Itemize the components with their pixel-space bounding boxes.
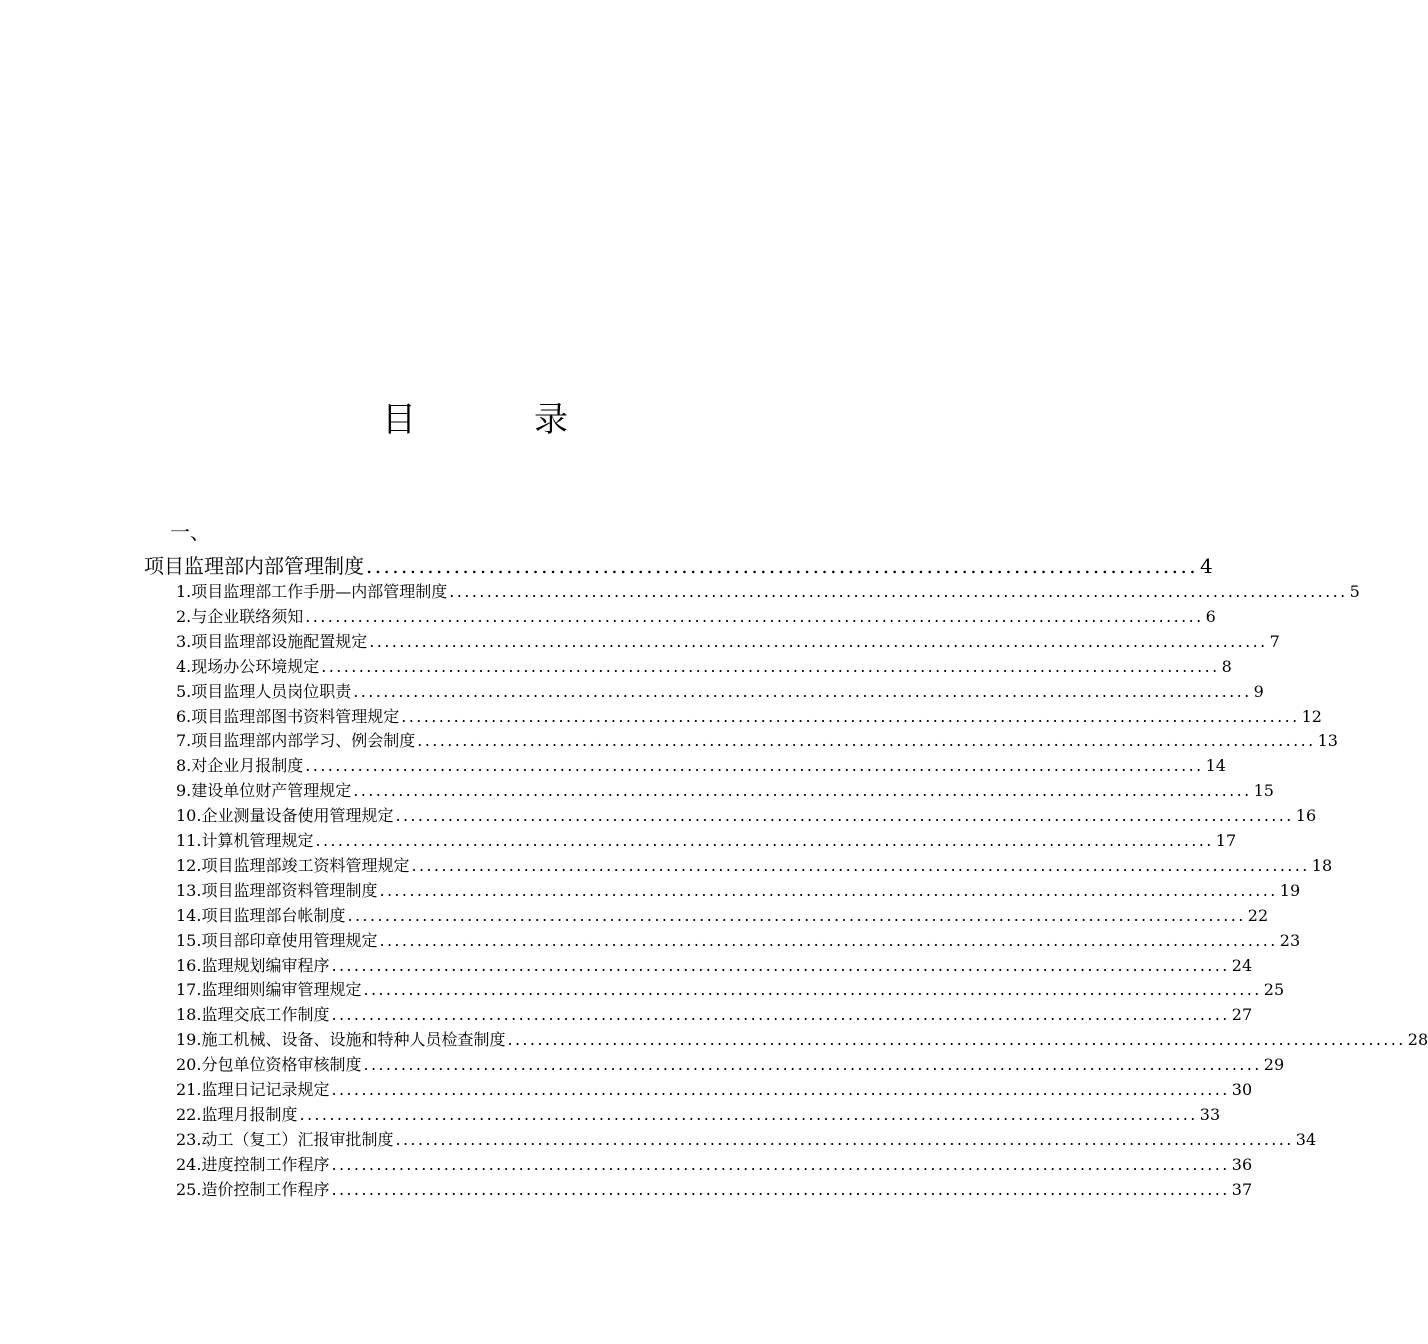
toc-entry-label: 18.监理交底工作制度	[176, 1005, 330, 1025]
page-title: 目 录	[382, 400, 610, 440]
toc-entry[interactable]	[176, 1078, 1253, 1102]
toc-page-number: 17	[1215, 831, 1237, 850]
toc-page-number: 34	[1295, 1129, 1317, 1149]
toc-entry[interactable]	[176, 829, 1237, 853]
toc-entry[interactable]	[176, 580, 1360, 604]
toc-page-number: 37	[1231, 1179, 1253, 1199]
toc-entry-label: 13.项目监理部资料管理制度	[176, 880, 378, 900]
toc-leader-dots: ........................................................................................................................	[449, 582, 1348, 601]
toc-page-number: 27	[1231, 1005, 1253, 1025]
toc-entry-label: 20.分包单位资格审核制度	[176, 1055, 362, 1075]
toc-entry-label: 2.与企业联络须知	[176, 606, 304, 626]
toc-entry-label: 3.项目监理部设施配置规定	[176, 631, 368, 651]
toc-entry[interactable]	[176, 804, 1317, 828]
toc-leader-dots: ........................................................................................................................	[347, 905, 1246, 925]
toc-page-number: 16	[1295, 806, 1317, 826]
toc-page-number: 33	[1199, 1104, 1221, 1124]
toc-entry[interactable]	[176, 854, 1333, 878]
toc-page-number: 36	[1231, 1154, 1253, 1174]
toc-entry[interactable]	[176, 1178, 1253, 1202]
toc-leader-dots: ........................................................................................................................	[305, 606, 1204, 626]
toc-entry-label: 22.监理月报制度	[176, 1104, 298, 1124]
toc-leader-dots: ........................................................................................................................	[401, 706, 1300, 726]
toc-leader-dots: ........................................................................................................................	[507, 1030, 1406, 1050]
toc-leader-dots: ........................................................................................................................	[411, 855, 1310, 875]
toc-page-number: 6	[1205, 606, 1216, 626]
toc-leader-dots: ........................................................................................................................	[417, 731, 1316, 751]
toc-entry[interactable]	[176, 1028, 1428, 1052]
toc-entry[interactable]	[176, 879, 1301, 903]
toc-page-number: 15	[1253, 781, 1274, 801]
toc-leader-dots: ........................................................................................................................	[395, 1129, 1294, 1149]
toc-page-number: 19	[1279, 880, 1301, 900]
toc-leader-dots: ........................................................................................................................	[331, 955, 1230, 975]
toc-page-number: 28	[1407, 1030, 1428, 1050]
toc-entry[interactable]	[176, 680, 1264, 704]
toc-page-number: 12	[1301, 706, 1322, 726]
toc-leader-dots: ........................................................................................................................	[321, 656, 1220, 676]
toc-entry-label: 19.施工机械、设备、设施和特种人员检查制度	[176, 1030, 506, 1050]
toc-entry-label: 14.项目监理部台帐制度	[176, 905, 346, 925]
toc-page-number: 30	[1231, 1080, 1253, 1099]
toc-entry-label: 5.项目监理人员岗位职责	[176, 681, 352, 701]
toc-entry-label: 10.企业测量设备使用管理规定	[176, 806, 394, 826]
toc-entry[interactable]	[176, 630, 1280, 654]
toc-entry-label: 24.进度控制工作程序	[176, 1154, 330, 1174]
toc-leader-dots: ........................................................................................................................	[331, 1080, 1230, 1099]
toc-entry[interactable]	[176, 1128, 1317, 1152]
toc-leader-dots: ........................................................................................................................	[331, 1154, 1230, 1174]
toc-page-number: 14	[1205, 756, 1226, 776]
toc-page-number: 29	[1263, 1055, 1285, 1075]
toc-leader-dots: ........................................................................................................................	[331, 1005, 1230, 1025]
toc-leader-dots: ........................................................................................................................	[315, 831, 1214, 850]
toc-page-number: 4	[1199, 554, 1213, 578]
toc-leader-dots: ........................................................................................................................	[353, 781, 1252, 801]
toc-page-number: 18	[1311, 855, 1333, 875]
toc-leader-dots: ........................................................................................................................	[299, 1104, 1198, 1124]
toc-page-number: 8	[1221, 656, 1232, 676]
toc-page-number: 7	[1269, 631, 1280, 651]
toc-page-number: 22	[1247, 905, 1269, 925]
toc-leader-dots: ...............................................................................................	[366, 554, 1198, 578]
toc-page-number: 24	[1231, 955, 1253, 975]
toc-entry-label: 21.监理日记记录规定	[176, 1080, 330, 1099]
toc-entry-label: 1.项目监理部工作手册—内部管理制度	[176, 582, 448, 601]
toc-entry-label: 12.项目监理部竣工资料管理规定	[176, 855, 410, 875]
toc-entry[interactable]	[176, 954, 1253, 978]
toc-entry-label: 4.现场办公环境规定	[176, 656, 320, 676]
toc-page-number: 13	[1317, 731, 1338, 751]
toc-entry-label: 9.建设单位财产管理规定	[176, 781, 352, 801]
toc-leader-dots: ........................................................................................................................	[331, 1179, 1230, 1199]
toc-entry-label: 15.项目部印章使用管理规定	[176, 930, 378, 950]
toc-entry[interactable]	[176, 904, 1269, 928]
toc-entry[interactable]	[176, 729, 1338, 753]
toc-entry-label: 17.监理细则编审管理规定	[176, 980, 362, 1000]
toc-entry-label: 23.动工（复工）汇报审批制度	[176, 1129, 394, 1149]
section-number: 一、	[170, 520, 210, 544]
toc-leader-dots: ........................................................................................................................	[379, 930, 1278, 950]
toc-entry[interactable]	[176, 1053, 1285, 1077]
toc-leader-dots: ........................................................................................................................	[305, 756, 1204, 776]
toc-entry[interactable]	[176, 779, 1274, 803]
toc-entry[interactable]	[176, 929, 1301, 953]
toc-entry[interactable]	[176, 978, 1285, 1002]
toc-page-number: 25	[1263, 980, 1285, 1000]
toc-leader-dots: ........................................................................................................................	[379, 880, 1278, 900]
toc-entry-label: 16.监理规划编审程序	[176, 955, 330, 975]
toc-entry[interactable]	[176, 1003, 1253, 1027]
toc-entry[interactable]	[176, 1103, 1221, 1127]
toc-entry-label: 项目监理部内部管理制度	[144, 554, 364, 578]
toc-page-number: 5	[1349, 582, 1360, 601]
toc-entry-label: 11.计算机管理规定	[176, 831, 314, 850]
toc-entry-label: 6.项目监理部图书资料管理规定	[176, 706, 400, 726]
toc-main-entry[interactable]	[144, 552, 1213, 580]
toc-leader-dots: ........................................................................................................................	[363, 980, 1262, 1000]
toc-entry-label: 25.造价控制工作程序	[176, 1179, 330, 1199]
toc-entry-label: 8.对企业月报制度	[176, 756, 304, 776]
toc-leader-dots: ........................................................................................................................	[353, 681, 1252, 701]
toc-leader-dots: ........................................................................................................................	[395, 806, 1294, 826]
toc-page-number: 23	[1279, 930, 1301, 950]
toc-entry[interactable]	[176, 605, 1216, 629]
toc-leader-dots: ........................................................................................................................	[363, 1055, 1262, 1075]
toc-entry-label: 7.项目监理部内部学习、例会制度	[176, 731, 416, 751]
toc-leader-dots: ........................................................................................................................	[369, 631, 1268, 651]
toc-entry[interactable]	[176, 754, 1226, 778]
toc-entry[interactable]	[176, 705, 1322, 729]
toc-page-number: 9	[1253, 681, 1264, 701]
toc-entry[interactable]	[176, 655, 1232, 679]
toc-entry[interactable]	[176, 1153, 1253, 1177]
